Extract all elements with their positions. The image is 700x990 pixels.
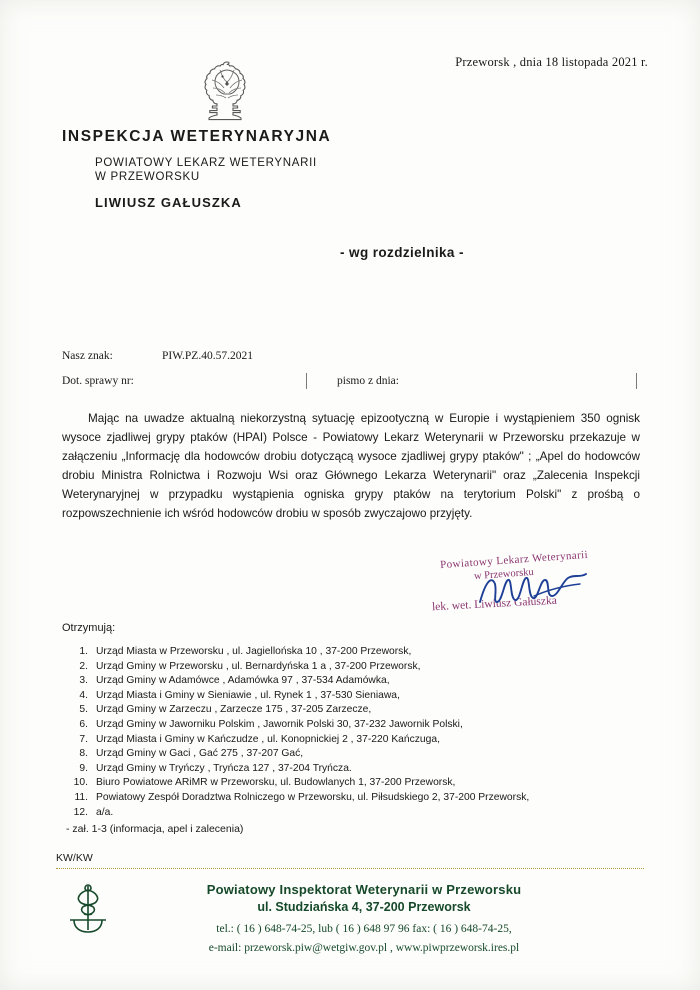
list-item-text: Powiatowy Zespół Doradztwa Rolniczego w Przeworsku, ul. Piłsudskiego 2, 37-200 Przeworsk, (96, 792, 530, 804)
handwritten-signature (473, 562, 596, 618)
list-item-text: Biuro Powiatowe ARiMR w Przeworsku, ul. Budowlanych 1, 37-200 Przeworsk, (96, 777, 456, 789)
list-item-text: Urząd Gminy w Tryńczy , Tryńcza 127 , 37-204 Tryńcza. (96, 762, 352, 774)
footer-phones: tel.: ( 16 ) 648-74-25, lub ( 16 ) 648 97 96 fax: ( 16 ) 648-74-25, (216, 923, 512, 935)
case-row (62, 375, 642, 387)
list-item-number: 8. (79, 748, 88, 760)
list-item-number: 5. (79, 704, 88, 716)
stamp-line-1: Powiatowy Lekarz Weterynarii (439, 548, 589, 572)
divider-vertical-right (636, 373, 637, 389)
list-item (62, 703, 642, 718)
list-item (62, 689, 642, 704)
polish-eagle-emblem (196, 58, 258, 130)
list-item-number: 9. (79, 762, 88, 774)
list-item-number: 2. (79, 660, 88, 672)
list-item-number: 11. (74, 792, 88, 804)
list-item-number: 4. (79, 689, 88, 701)
recipients-list (62, 645, 642, 820)
list-item-text: Urząd Gminy w Przeworsku , ul. Bernardyńska 1 a , 37-200 Przeworsk, (96, 660, 421, 672)
list-item-text: Urząd Gminy w Jaworniku Polskim , Jawornik Polski 30, 37-232 Jawornik Polski, (96, 719, 463, 731)
officer-name: LIWIUSZ GAŁUSZKA (95, 195, 242, 210)
addressee: - wg rozdzielnika - (340, 245, 464, 260)
letterhead (62, 128, 482, 210)
office-line-1: POWIATOWY LEKARZ WETERYNARII (95, 157, 317, 169)
stamp-line-2: w Przeworsku (473, 566, 535, 583)
list-item-number: 12. (73, 806, 88, 818)
stamp-line-3: lek. wet. Liwiusz Gałuszka (431, 594, 558, 614)
list-item-text: Urząd Gminy w Gaci , Gać 275 , 37-207 Gać, (96, 748, 304, 760)
recipients-label: Otrzymują: (62, 622, 116, 634)
list-item-text: Urząd Miasta i Gminy w Sieniawie , ul. Rynek 1 , 37-530 Sieniawa, (96, 689, 400, 701)
list-item-number: 10. (73, 777, 88, 789)
list-item-text: Urząd Miasta w Przeworsku , ul. Jagiellońska 10 , 37-200 Przeworsk, (96, 646, 412, 657)
list-item-text: Urząd Miasta i Gminy w Kańczudze , ul. Konopnickiej 2 , 37-220 Kańczuga, (96, 733, 440, 745)
reference-block (62, 350, 642, 387)
footer-title: Powiatowy Inspektorat Weterynarii w Przeworsku (206, 882, 522, 897)
body-text: Mając na uwadze aktualną niekorzystną sytuację epizootyczną w Europie i wystąpieniem 350 ognisk wysoce zjadliwej grypy ptaków (HPAI) Polsce - Powiatowy Lekarz Weterynarii w Przeworsku przekazuje w załączeniu „Informację dla hodowców drobiu dotyczącą wysoce zjadliwej grypy ptaków" ; „Apel do hodowców drobiu Ministra Rolnictwa i Rozwoju Wsi oraz Głównego Lekarza Weterynarii" oraz „Zalecenia Inspekcji Weterynaryjnej w przypadku wystąpienia ogniska grypy ptaków na terytorium Polski" z prośbą o rozpowszechnienie ich wśród hodowców drobiu w sposób zwyczajowo przyjęty. (62, 412, 640, 520)
date-line: Przeworsk , dnia 18 listopada 2021 r. (455, 55, 648, 69)
list-item (62, 660, 642, 675)
attachments-note: - zał. 1-3 (informacja, apel i zalecenia) (66, 823, 244, 835)
our-mark-label: Nasz znak: (62, 350, 113, 362)
list-item-number: 1. (79, 646, 88, 657)
letter-date-label: pismo z dnia: (337, 375, 399, 387)
footer-divider (56, 868, 644, 869)
list-item (62, 718, 642, 733)
office-line-2: W PRZEWORSKU (95, 171, 200, 183)
list-item (62, 733, 642, 748)
list-item (62, 791, 642, 806)
list-item-text: Urząd Gminy w Zarzeczu , Zarzecze 175 , 37-205 Zarzecze, (96, 704, 372, 716)
our-mark-value: PIW.PZ.40.57.2021 (162, 350, 253, 362)
footer (0, 878, 700, 954)
divider-vertical-left (306, 373, 307, 389)
our-mark-row (62, 350, 642, 362)
list-item (62, 747, 642, 762)
list-item-number: 3. (79, 675, 88, 687)
institution-title: INSPEKCJA WETERYNARYJNA (62, 128, 332, 145)
list-item (62, 645, 642, 660)
footer-email: e-mail: przeworsk.piw@wetgiw.gov.pl , www.piwprzeworsk.ires.pl (208, 942, 520, 954)
list-item-text: Urząd Gminy w Adamówce , Adamówka 97 , 37-534 Adamówka, (96, 675, 390, 687)
official-stamp (431, 548, 604, 628)
list-item-number: 6. (79, 719, 88, 731)
clerk-initials: KW/KW (56, 852, 93, 864)
body-paragraph (62, 410, 640, 524)
list-item-number: 7. (79, 733, 88, 745)
list-item (62, 806, 642, 821)
list-item (62, 762, 642, 777)
case-label: Dot. sprawy nr: (62, 375, 134, 387)
footer-address: ul. Studziańska 4, 37-200 Przeworsk (257, 900, 471, 914)
list-item (62, 776, 642, 791)
list-item (62, 674, 642, 689)
list-item-text: a/a. (96, 806, 114, 818)
